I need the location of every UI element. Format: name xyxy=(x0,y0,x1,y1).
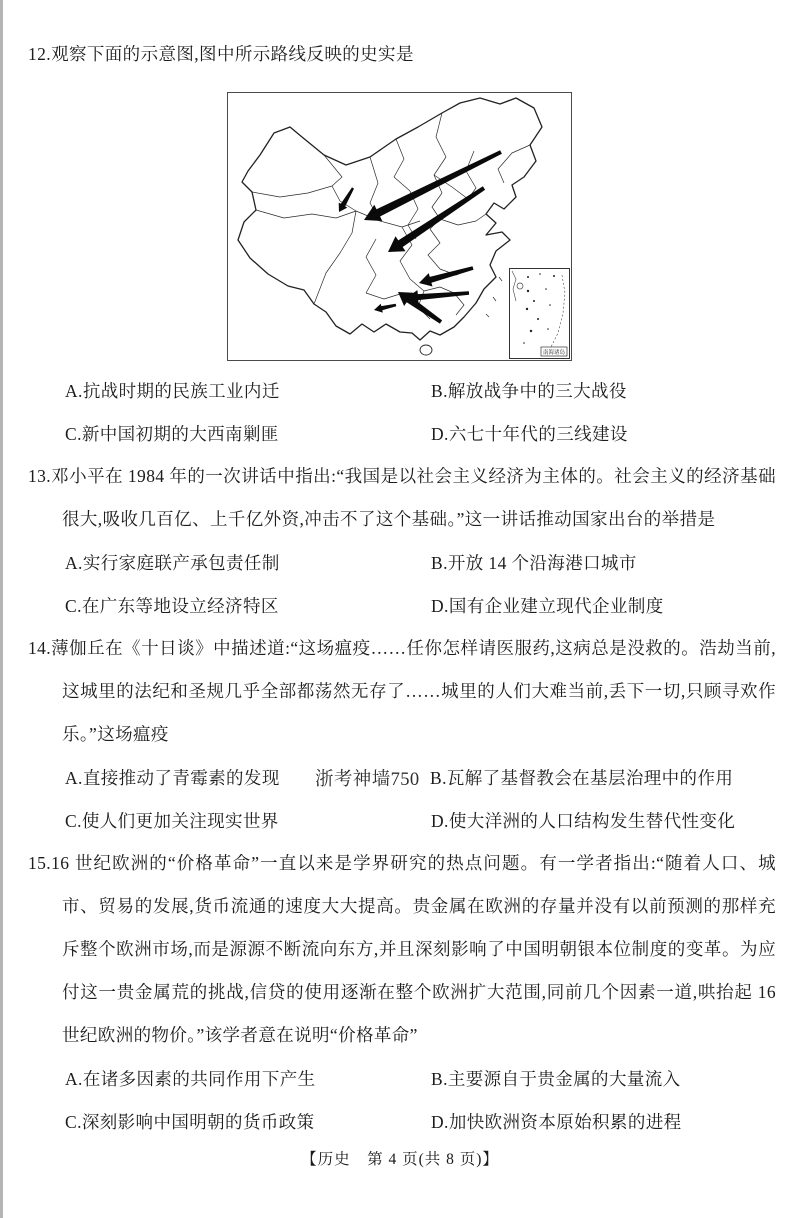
question-13-options xyxy=(28,541,776,627)
question-text: 16 世纪欧洲的“价格革命”一直以来是学界研究的热点问题。有一学者指出:“随着人口、城市、贸易的发展,货币流通的速度大大提高。贵金属在欧洲的存量并没有以前预测的那样充斥整个欧洲市场,而是源源不断流向东方,并且深刻影响了中国明朝银本位制度的变革。为应付这一贵金属荒的挑战,信贷的使用逐渐在整个欧洲扩大范围,同前几个因素一道,哄抬起 16 世纪欧洲的物价。”该学者意在说明“价格革命” xyxy=(51,853,776,1045)
option-12-b: B.解放战争中的三大战役 xyxy=(431,381,627,401)
page-content xyxy=(28,0,776,1143)
question-15-stem xyxy=(28,842,776,1057)
question-12-stem xyxy=(28,42,776,66)
option-15-c: C.深刻影响中国明朝的货币政策 xyxy=(65,1112,315,1132)
question-15-options xyxy=(28,1057,776,1143)
option-14-a: A.直接推动了青霉素的发现 xyxy=(65,768,280,788)
question-14-stem xyxy=(28,627,776,756)
question-text: 薄伽丘在《十日谈》中描述道:“这场瘟疫……任你怎样请医服药,这病总是没救的。浩劫当前,这城里的法纪和圣规几乎全部都荡然无存了……城里的人们大难当前,丢下一切,只顾寻欢作乐。”这场瘟疫 xyxy=(51,638,776,744)
question-number: 14. xyxy=(28,638,52,658)
south-china-sea-inset xyxy=(510,269,570,359)
option-12-a: A.抗战时期的民族工业内迁 xyxy=(65,381,280,401)
question-text: 观察下面的示意图,图中所示路线反映的史实是 xyxy=(51,44,414,64)
question-12-options xyxy=(28,369,776,455)
china-outline xyxy=(238,98,542,340)
option-12-d: D.六七十年代的三线建设 xyxy=(431,424,628,444)
page-footer: 【历史 第 4 页(共 8 页)】 xyxy=(301,1151,499,1168)
migration-arrow xyxy=(388,186,485,252)
question-13-stem xyxy=(28,455,776,541)
watermark-text: 浙考神墙750 xyxy=(315,769,420,790)
china-routes-map-figure xyxy=(227,92,572,361)
question-number: 13. xyxy=(28,466,52,486)
option-14-c: C.使人们更加关注现实世界 xyxy=(65,811,279,831)
page-edge-shadow xyxy=(0,0,3,1218)
option-12-c: C.新中国初期的大西南剿匪 xyxy=(65,424,279,444)
inset-label: 南海诸岛 xyxy=(542,350,566,356)
option-13-b: B.开放 14 个沿海港口城市 xyxy=(431,553,637,573)
question-14-options xyxy=(28,756,776,842)
option-15-b: B.主要源自于贵金属的大量流入 xyxy=(431,1069,681,1089)
migration-arrows xyxy=(339,150,502,323)
option-13-a: A.实行家庭联产承包责任制 xyxy=(65,553,280,573)
migration-arrow xyxy=(364,150,502,221)
china-map-svg xyxy=(228,93,571,360)
question-number: 12. xyxy=(28,44,52,64)
option-14-d: D.使大洋洲的人口结构发生替代性变化 xyxy=(431,811,736,831)
question-number: 15. xyxy=(28,853,52,873)
hainan-island xyxy=(420,345,432,355)
question-text: 邓小平在 1984 年的一次讲话中指出:“我国是以社会主义经济为主体的。社会主义的经济基础很大,吸收几百亿、上千亿外资,冲击不了这个基础。”这一讲话推动国家出台的举措是 xyxy=(51,466,776,529)
migration-arrow xyxy=(374,304,396,313)
option-15-a: A.在诸多因素的共同作用下产生 xyxy=(65,1069,316,1089)
option-13-d: D.国有企业建立现代企业制度 xyxy=(431,596,664,616)
option-13-c: C.在广东等地设立经济特区 xyxy=(65,596,279,616)
option-14-b: B.瓦解了基督教会在基层治理中的作用 xyxy=(430,768,734,788)
migration-arrow xyxy=(419,266,474,286)
option-15-d: D.加快欧洲资本原始积累的进程 xyxy=(431,1112,682,1132)
